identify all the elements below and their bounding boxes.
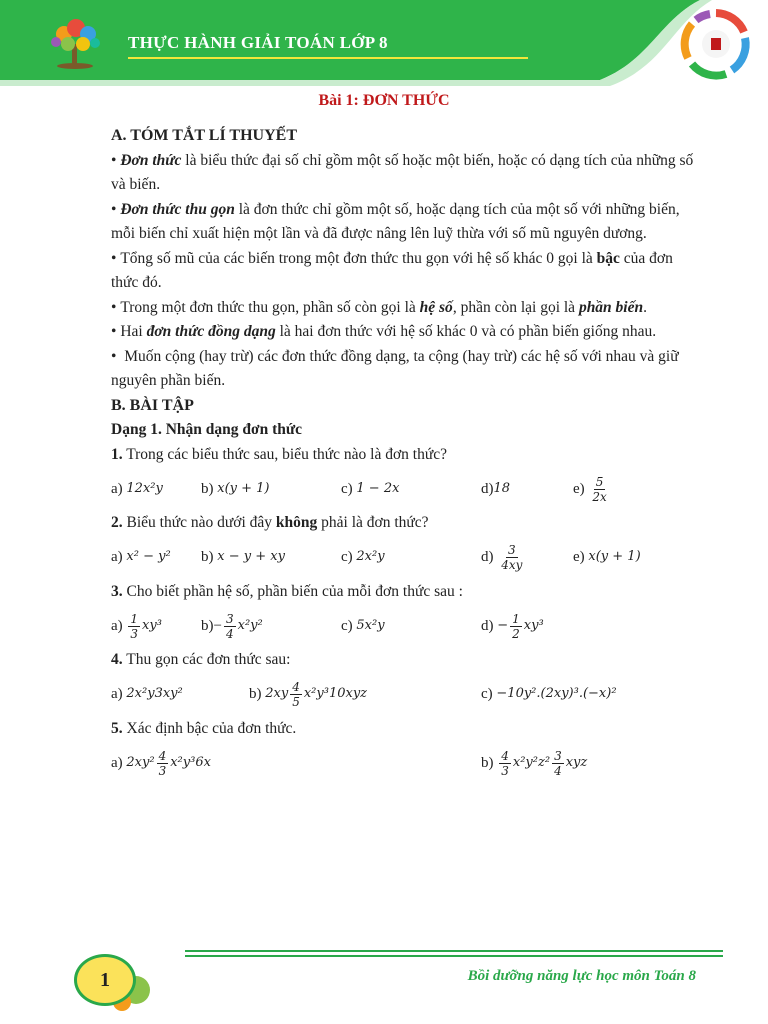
fraction — [499, 749, 511, 778]
theory-heading: A. TÓM TẮT LÍ THUYẾT — [111, 127, 297, 144]
question-4 — [111, 648, 696, 673]
term-don-thuc-dong-dang: đơn thức đồng dạng — [146, 323, 276, 340]
option-label: a) — [111, 549, 123, 566]
question-3-options — [111, 604, 696, 648]
expr: xy³ — [142, 617, 162, 633]
question-5-text: Xác định bậc của đơn thức. — [122, 719, 297, 737]
expr: x²y³6x — [170, 754, 211, 770]
q4-option-c — [481, 673, 617, 717]
type-1-heading — [111, 418, 696, 443]
fraction-den: 5 — [292, 695, 300, 709]
theory-point-4-text-c: . — [643, 298, 647, 316]
q2-option-c — [341, 536, 385, 580]
fraction-den: 2 — [512, 626, 520, 641]
fraction-num: 1 — [130, 611, 139, 626]
expr: x² − y² — [126, 549, 171, 565]
theory-point-6: • Muốn cộng (hay trừ) các đơn thức đồng dạng, ta cộng (hay trừ) các hệ số với nhau và giữ nguyên phần biến. — [111, 347, 679, 389]
question-1-text: Trong các biểu thức sau, biểu thức nào là đơn thức? — [122, 445, 448, 463]
expr: 2xy — [265, 686, 289, 702]
option-label: b) — [201, 480, 214, 497]
option-label: d) — [481, 617, 494, 634]
question-2 — [111, 511, 696, 536]
footer-divider — [185, 950, 723, 960]
theory-point-5-text-b: là hai đơn thức với hệ số khác 0 và có phần biến giống nhau. — [275, 323, 657, 340]
q1-option-b — [201, 467, 270, 511]
lesson-title: Bài 1: ĐƠN THỨC — [318, 92, 450, 109]
fraction-num: 5 — [595, 474, 604, 489]
fraction-num: 3 — [225, 611, 234, 626]
question-2-number: 2. — [111, 514, 123, 531]
fraction — [290, 680, 302, 709]
expr: x(y + 1) — [588, 549, 641, 565]
question-4-text: Thu gọn các đơn thức sau: — [122, 651, 291, 668]
q2-option-d — [481, 536, 526, 580]
expr: −10y².(2xy)³.(−x)² — [496, 686, 617, 702]
fraction-den: 4xy — [501, 558, 523, 572]
theory-point-2-text: là đơn thức chỉ gồm một số, hoặc dạng tích của một số với những biến, mỗi biến chỉ xuất hiện một lần và đã được nâng lên luỹ thừa với số mũ nguyên dương. — [111, 200, 680, 242]
question-4-number: 4. — [111, 651, 123, 668]
expr: 12x²y — [126, 480, 163, 496]
fraction-den: 3 — [130, 626, 139, 641]
fraction — [552, 749, 564, 778]
question-4-options — [111, 673, 696, 717]
q5-option-b — [481, 741, 587, 785]
question-1-options — [111, 467, 696, 511]
question-3-number: 3. — [111, 582, 123, 600]
expr: 5x²y — [356, 617, 385, 633]
q4-option-b — [249, 673, 367, 717]
theory-point-5-text-a: Hai — [120, 323, 147, 340]
option-label: a) — [111, 686, 123, 703]
fraction-num: 3 — [508, 543, 516, 557]
expr: x²y² — [237, 617, 263, 633]
fraction — [224, 612, 236, 641]
option-label: c) — [481, 686, 493, 703]
q3-option-c — [341, 604, 385, 648]
fraction — [499, 543, 524, 572]
fraction-den: 4 — [554, 763, 562, 778]
expr: x²y³10xyz — [303, 686, 368, 702]
expr: 18 — [493, 480, 511, 496]
option-label: b) — [201, 549, 214, 566]
option-label: b)− — [201, 617, 222, 634]
expr: 2x²y — [356, 549, 385, 565]
fraction — [157, 749, 169, 778]
option-label: d) — [481, 480, 494, 497]
option-label: c) — [341, 549, 353, 566]
q1-option-c — [341, 467, 399, 511]
q1-option-a — [111, 467, 163, 511]
page-content — [111, 124, 696, 785]
fraction — [510, 612, 522, 641]
term-don-thuc: Đơn thức — [120, 151, 182, 169]
theory-point-4-text-a: Trong một đơn thức thu gọn, phần số còn gọi là — [120, 298, 420, 316]
question-1-number: 1. — [111, 445, 123, 463]
fraction-num: 4 — [158, 748, 167, 763]
question-2-emphasis: không — [275, 514, 318, 531]
exercises-heading: B. BÀI TẬP — [111, 396, 194, 414]
term-don-thuc-thu-gon: Đơn thức thu gọn — [120, 200, 235, 218]
expr: xyz — [565, 754, 588, 770]
option-label: a) — [111, 754, 123, 771]
q4-option-a — [111, 673, 183, 717]
option-label: a) — [111, 617, 123, 634]
expr: 2xy² — [126, 754, 155, 770]
option-label: d) — [481, 549, 494, 566]
question-5-options — [111, 741, 696, 785]
footer-text: Bồi dưỡng năng lực học môn Toán 8 — [467, 968, 696, 984]
header-title: THỰC HÀNH GIẢI TOÁN LỚP 8 — [128, 33, 388, 52]
q5-option-a — [111, 741, 211, 785]
expr-sign: − — [497, 617, 509, 633]
question-2-text-a: Biểu thức nào dưới đây — [122, 514, 276, 531]
question-2-text-b: phải là đơn thức? — [317, 514, 429, 531]
expr: xy³ — [523, 617, 544, 633]
page-number: 1 — [74, 954, 136, 1006]
q3-option-b — [201, 604, 263, 648]
q2-option-a — [111, 536, 171, 580]
question-5-number: 5. — [111, 719, 123, 737]
theory-point-4-text-b: , phần còn lại gọi là — [452, 298, 579, 316]
term-phan-bien: phần biến — [578, 298, 644, 316]
theory-point-3-text-b: của đơn thức đó. — [111, 249, 673, 291]
expr: x(y + 1) — [217, 480, 270, 496]
fraction-den: 4 — [225, 626, 234, 641]
option-label: c) — [341, 617, 353, 634]
term-he-so: hệ số — [419, 298, 453, 316]
option-label: e) — [573, 549, 585, 566]
fraction — [590, 475, 608, 504]
fraction-num: 4 — [501, 748, 509, 763]
q3-option-a — [111, 604, 162, 648]
theory-point-2: • Đơn thức thu gọn là đơn thức chỉ gồm một số, hoặc dạng tích của một số với những biến, mỗi biến chỉ xuất hiện một lần và đã được nâng lên luỹ thừa với số mũ nguyên dương. — [111, 200, 680, 242]
fraction-num: 1 — [512, 611, 520, 626]
header-underline — [128, 57, 528, 59]
term-bac: bậc — [596, 249, 620, 267]
q3-option-d — [481, 604, 544, 648]
fraction-num: 3 — [554, 748, 562, 763]
question-3-text: Cho biết phần hệ số, phần biến của mỗi đơn thức sau : — [122, 582, 463, 600]
theory-point-1: • Đơn thức là biểu thức đại số chỉ gồm một số hoặc một biến, hoặc có dạng tích của những số và biến. — [111, 151, 694, 193]
theory-point-3: • Tổng số mũ của các biến trong một đơn thức thu gọn với hệ số khác 0 gọi là bậc của đơn thức đó. — [111, 249, 673, 291]
header-banner — [0, 0, 768, 92]
q1-option-d — [481, 467, 510, 511]
type-1-title: Nhận dạng đơn thức — [161, 421, 303, 438]
option-label: b) — [249, 686, 262, 703]
expr: x − y + xy — [217, 549, 285, 565]
question-1 — [111, 443, 696, 468]
fraction-den: 3 — [501, 763, 509, 778]
theory-point-5: • Hai đơn thức đồng dạng là hai đơn thức với hệ số khác 0 và có phần biến giống nhau. — [111, 323, 657, 340]
fraction — [128, 612, 140, 641]
q1-option-e — [573, 467, 611, 511]
expr: 1 − 2x — [356, 480, 400, 496]
option-label: a) — [111, 480, 123, 497]
q2-option-b — [201, 536, 285, 580]
option-label: c) — [341, 480, 353, 497]
expr: 2x²y3xy² — [126, 686, 183, 702]
option-label: e) — [573, 480, 585, 497]
question-5 — [111, 717, 696, 742]
theory-point-3-text-a: Tổng số mũ của các biến trong một đơn thức thu gọn với hệ số khác 0 gọi là — [120, 249, 597, 267]
fraction-num: 4 — [292, 680, 300, 694]
option-label: b) — [481, 754, 494, 771]
fraction-den: 2x — [592, 489, 607, 504]
expr: x²y²z² — [512, 754, 551, 770]
fraction-den: 3 — [158, 763, 167, 778]
theory-point-1-text: là biểu thức đại số chỉ gồm một số hoặc một biến, hoặc có dạng tích của những số và biến. — [111, 151, 694, 193]
question-2-options — [111, 536, 696, 580]
theory-point-6-text: Muốn cộng (hay trừ) các đơn thức đồng dạng, ta cộng (hay trừ) các hệ số với nhau và giữ nguyên phần biến. — [111, 347, 679, 389]
theory-point-4: • Trong một đơn thức thu gọn, phần số còn gọi là hệ số, phần còn lại gọi là phần biến. — [111, 298, 647, 316]
q2-option-e — [573, 536, 641, 580]
type-1-label: Dạng 1. — [111, 421, 162, 438]
question-3 — [111, 580, 696, 605]
